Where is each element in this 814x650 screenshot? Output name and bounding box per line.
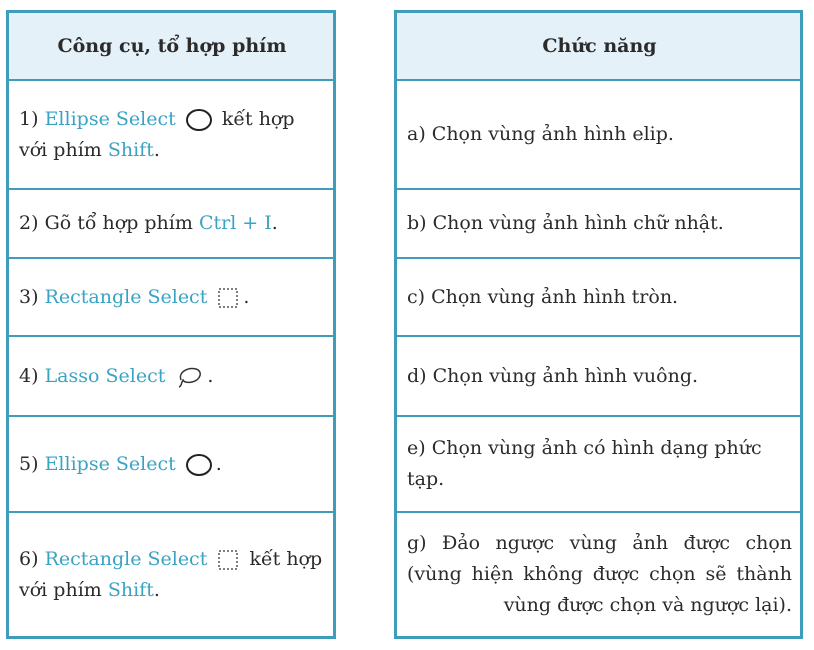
row-number: 2) <box>19 212 39 234</box>
function-text: b) Chọn vùng ảnh hình chữ nhật. <box>407 212 724 234</box>
functions-table <box>394 10 803 639</box>
tools-header <box>9 13 333 81</box>
tool-name: Ellipse Select <box>44 107 176 130</box>
key-name: Ctrl + I <box>198 212 272 234</box>
tool-name: Rectangle Select <box>44 285 208 308</box>
key-name: Shift <box>107 578 154 601</box>
rectangle-select-icon <box>216 286 240 310</box>
function-text: g) Đảo ngược vùng ảnh được chọn (vùng hiện không được chọn sẽ thành vùng được chọn và ngược lại). <box>407 532 792 616</box>
row-end: . <box>243 285 250 308</box>
row-end: . <box>207 364 214 387</box>
function-row-e <box>397 417 800 513</box>
function-text: e) Chọn vùng ảnh có hình dạng phức tạp. <box>407 437 762 490</box>
tool-desc: kết hợp với phím <box>19 107 295 161</box>
tool-row-6 <box>9 513 333 636</box>
tool-name: Ellipse Select <box>44 452 176 475</box>
row-end: . <box>215 452 222 475</box>
ellipse-select-icon <box>185 108 213 132</box>
key-name: Shift <box>107 138 154 161</box>
rectangle-select-icon <box>216 548 240 572</box>
tool-row-4 <box>9 337 333 417</box>
functions-header <box>397 13 800 81</box>
row-end: . <box>153 578 160 601</box>
row-number: 3) <box>19 285 39 308</box>
function-text: a) Chọn vùng ảnh hình elip. <box>407 123 674 145</box>
functions-header-label: Chức năng <box>542 34 657 57</box>
function-row-b <box>397 190 800 259</box>
function-row-d <box>397 337 800 417</box>
row-number: 5) <box>19 452 39 475</box>
function-row-a <box>397 81 800 190</box>
row-number: 4) <box>19 364 39 387</box>
tools-header-label: Công cụ, tổ hợp phím <box>57 34 287 57</box>
ellipse-select-icon <box>185 453 213 477</box>
row-number: 6) <box>19 547 39 570</box>
tool-row-5 <box>9 417 333 513</box>
function-text: c) Chọn vùng ảnh hình tròn. <box>407 285 679 308</box>
tool-name: Lasso Select <box>44 364 166 387</box>
lasso-select-icon <box>174 364 204 390</box>
tool-desc: kết hợp với phím <box>19 547 323 601</box>
tool-row-2 <box>9 190 333 259</box>
tools-table <box>6 10 336 639</box>
tool-row-1 <box>9 81 333 190</box>
function-row-g <box>397 513 800 636</box>
row-number: 1) <box>19 107 39 130</box>
tool-row-3 <box>9 259 333 337</box>
tool-name: Rectangle Select <box>44 547 208 570</box>
row-end: . <box>153 138 160 161</box>
tool-desc: Gõ tổ hợp phím <box>44 212 193 234</box>
function-text: d) Chọn vùng ảnh hình vuông. <box>407 364 699 387</box>
row-end: . <box>271 212 278 234</box>
function-row-c <box>397 259 800 337</box>
